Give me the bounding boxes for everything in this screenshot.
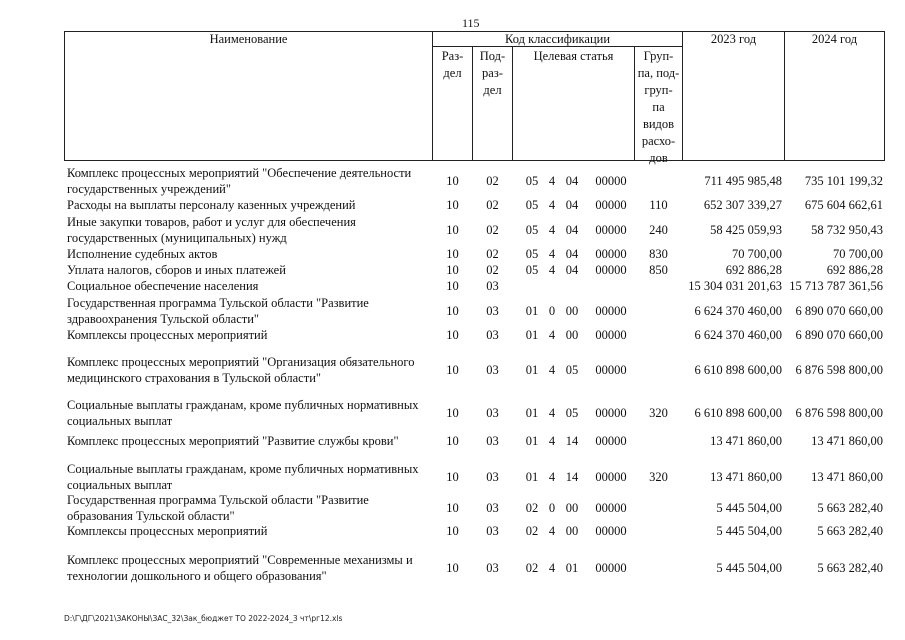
amount-2024-cell: 70 700,00 [833, 247, 883, 261]
header-name-cell [64, 31, 433, 161]
header-2023: 2023 год [710, 32, 757, 46]
row-name-line: здравоохранения Тульской области" [67, 311, 260, 326]
row-name [67, 433, 429, 449]
target-c-cell: 00 [565, 328, 579, 342]
header-target: Целевая статья [533, 49, 614, 63]
target-d-cell: 00000 [595, 363, 627, 377]
podrazdel-cell: 03 [486, 279, 499, 293]
row-name [67, 327, 429, 343]
row-name [67, 523, 429, 539]
target-c-cell: 00 [565, 303, 579, 318]
target-a-cell: 01 [525, 363, 539, 377]
target-b-cell: 4 [548, 434, 556, 448]
row-name-line: Социальное обеспечение населения [67, 279, 259, 293]
row-name-line: Комплексы процессных мероприятий [67, 328, 268, 342]
amount-2024-cell: 675 604 662,61 [804, 198, 883, 212]
header-group-line: па, под- [637, 66, 680, 80]
table-row [64, 549, 885, 587]
target-b-cell: 0 [548, 501, 556, 515]
target-b-cell: 4 [548, 363, 556, 377]
amount-2024-cell: 58 732 950,43 [811, 222, 883, 237]
razdel-cell: 10 [446, 279, 459, 293]
row-name-line: медицинского страхования в Тульской области" [67, 371, 321, 385]
target-a-cell: 02 [525, 561, 539, 575]
table-row [64, 164, 885, 197]
podrazdel-cell: 02 [486, 198, 499, 212]
group-cell: 110 [649, 198, 668, 212]
header-group-line: расхо- [641, 134, 676, 148]
amount-2023-cell: 652 307 339,27 [703, 198, 782, 212]
target-a-cell: 02 [525, 501, 539, 515]
amount-2023-cell: 13 471 860,00 [710, 469, 782, 484]
razdel-cell: 10 [446, 406, 459, 420]
row-name-line: Социальные выплаты гражданам, кроме публичных нормативных [67, 461, 419, 476]
target-d-cell: 00000 [595, 406, 627, 420]
target-a-cell: 01 [525, 406, 539, 420]
row-name-line: социальных выплат [67, 477, 173, 492]
row-name [67, 295, 429, 327]
amount-2023-cell: 5 445 504,00 [716, 561, 782, 575]
header-razdel-line: дел [443, 66, 462, 80]
row-name [67, 197, 429, 213]
row-name [67, 492, 429, 524]
target-b-cell: 4 [548, 328, 556, 342]
target-c-cell: 04 [565, 173, 579, 188]
target-c-cell: 00 [565, 501, 579, 515]
header-group-line: видов [642, 117, 675, 131]
row-name [67, 246, 429, 262]
amount-2024-cell: 6 890 070 660,00 [795, 303, 883, 318]
target-a-cell: 05 [525, 173, 539, 188]
target-c-cell: 01 [565, 561, 579, 575]
target-a-cell: 05 [525, 222, 539, 237]
amount-2024-cell: 6 890 070 660,00 [795, 328, 883, 342]
header-podrazdel-line: раз- [482, 66, 503, 80]
header-2023-cell [682, 31, 785, 161]
amount-2024-cell: 692 886,28 [826, 263, 883, 277]
row-name-line: Расходы на выплаты персоналу казенных учреждений [67, 198, 356, 212]
target-c-cell: 04 [565, 222, 579, 237]
header-group-line: па [652, 100, 665, 114]
target-a-cell: 02 [525, 524, 539, 538]
target-b-cell: 4 [548, 561, 556, 575]
amount-2023-cell: 15 304 031 201,63 [688, 279, 782, 293]
target-b-cell: 4 [548, 247, 556, 261]
podrazdel-cell: 03 [486, 328, 499, 342]
row-name-line: Государственная программа Тульской области "Развитие [67, 295, 369, 310]
amount-2024-cell: 5 663 282,40 [817, 561, 883, 575]
row-name [67, 262, 429, 278]
target-d-cell: 00000 [595, 501, 627, 515]
header-2024-cell [784, 31, 885, 161]
podrazdel-cell: 03 [486, 524, 499, 538]
row-name [67, 278, 429, 294]
row-name [67, 165, 429, 197]
target-b-cell: 4 [548, 524, 556, 538]
amount-2024-cell: 5 663 282,40 [817, 501, 883, 515]
group-cell: 240 [649, 222, 668, 237]
table-row [64, 493, 885, 523]
row-name-line: государственных (муниципальных) нужд [67, 230, 287, 245]
row-name-line: Комплекс процессных мероприятий "Развитие службы крови" [67, 434, 399, 448]
table-header [64, 31, 885, 165]
target-c-cell: 04 [565, 247, 579, 261]
razdel-cell: 10 [446, 469, 459, 484]
target-d-cell: 00000 [595, 328, 627, 342]
target-b-cell: 4 [548, 222, 556, 237]
table-row [64, 460, 885, 493]
target-d-cell: 00000 [595, 263, 627, 277]
amount-2023-cell: 13 471 860,00 [710, 434, 782, 448]
target-c-cell: 14 [565, 434, 579, 448]
podrazdel-cell: 03 [486, 406, 499, 420]
row-name-line: Комплекс процессных мероприятий "Обеспечение деятельности [67, 165, 412, 180]
amount-2024-cell: 6 876 598 800,00 [795, 363, 883, 377]
target-a-cell: 01 [525, 328, 539, 342]
target-d-cell: 00000 [595, 561, 627, 575]
target-d-cell: 00000 [595, 303, 627, 318]
header-podrazdel [472, 48, 513, 99]
row-name-line: социальных выплат [67, 414, 173, 428]
target-b-cell: 0 [548, 303, 556, 318]
amount-2024-cell: 13 471 860,00 [811, 469, 883, 484]
amount-2023-cell: 711 495 985,48 [704, 173, 782, 188]
podrazdel-cell: 02 [486, 222, 499, 237]
razdel-cell: 10 [446, 328, 459, 342]
row-name [67, 397, 429, 429]
group-cell: 320 [649, 469, 668, 484]
razdel-cell: 10 [446, 222, 459, 237]
target-b-cell: 4 [548, 263, 556, 277]
table-row [64, 197, 885, 213]
row-name-line: государственных учреждений" [67, 181, 231, 196]
table-row [64, 394, 885, 432]
podrazdel-cell: 03 [486, 501, 499, 515]
podrazdel-cell: 03 [486, 561, 499, 575]
target-b-cell: 4 [548, 173, 556, 188]
target-a-cell: 01 [525, 303, 539, 318]
amount-2023-cell: 692 886,28 [725, 263, 782, 277]
amount-2023-cell: 5 445 504,00 [716, 524, 782, 538]
podrazdel-cell: 02 [486, 247, 499, 261]
target-c-cell: 14 [565, 469, 579, 484]
header-podrazdel-line: Под- [479, 49, 506, 63]
amount-2024-cell: 6 876 598 800,00 [795, 406, 883, 420]
amount-2023-cell: 5 445 504,00 [716, 501, 782, 515]
row-name-line: Государственная программа Тульской области "Развитие [67, 493, 369, 507]
razdel-cell: 10 [446, 173, 459, 188]
target-c-cell: 04 [565, 198, 579, 212]
target-d-cell: 00000 [595, 198, 627, 212]
target-b-cell: 4 [548, 406, 556, 420]
page-number: 115 [462, 16, 480, 30]
podrazdel-cell: 03 [486, 469, 499, 484]
podrazdel-cell: 03 [486, 303, 499, 318]
razdel-cell: 10 [446, 247, 459, 261]
table-row [64, 213, 885, 246]
target-a-cell: 05 [525, 247, 539, 261]
razdel-cell: 10 [446, 524, 459, 538]
row-name [67, 461, 429, 493]
row-name-line: Уплата налогов, сборов и иных платежей [67, 263, 286, 277]
group-cell: 850 [649, 263, 668, 277]
target-a-cell: 01 [525, 469, 539, 484]
header-group-line: груп- [644, 83, 673, 97]
header-podrazdel-line: дел [483, 83, 502, 97]
amount-2023-cell: 70 700,00 [732, 247, 782, 261]
razdel-cell: 10 [446, 263, 459, 277]
podrazdel-cell: 03 [486, 434, 499, 448]
target-a-cell: 05 [525, 263, 539, 277]
row-name [67, 214, 429, 246]
row-name-line: Исполнение судебных актов [67, 247, 218, 261]
razdel-cell: 10 [446, 363, 459, 377]
header-razdel [432, 48, 473, 82]
target-d-cell: 00000 [595, 469, 627, 484]
razdel-cell: 10 [446, 198, 459, 212]
target-c-cell: 05 [565, 363, 579, 377]
row-name-line: Комплексы процессных мероприятий [67, 524, 268, 538]
target-b-cell: 4 [548, 469, 556, 484]
table-row [64, 294, 885, 327]
row-name-line: Комплекс процессных мероприятий "Современные механизмы и [67, 553, 413, 567]
amount-2024-cell: 735 101 199,32 [804, 173, 883, 188]
podrazdel-cell: 02 [486, 173, 499, 188]
amount-2024-cell: 15 713 787 361,56 [789, 279, 883, 293]
podrazdel-cell: 03 [486, 363, 499, 377]
target-d-cell: 00000 [595, 173, 627, 188]
target-c-cell: 00 [565, 524, 579, 538]
header-group [634, 48, 683, 167]
table-row [64, 523, 885, 539]
amount-2023-cell: 6 610 898 600,00 [694, 406, 782, 420]
row-name-line: технологии дошкольного и общего образования" [67, 569, 327, 583]
file-path-footer: D:\Г\ДГ\2021\ЗАКОНЫ\ЗАС_32\Зак_бюджет ТО 2022-2024_3 чт\рг12.xls [64, 614, 343, 623]
razdel-cell: 10 [446, 561, 459, 575]
amount-2023-cell: 6 610 898 600,00 [694, 363, 782, 377]
razdel-cell: 10 [446, 501, 459, 515]
amount-2024-cell: 13 471 860,00 [811, 434, 883, 448]
table-row [64, 433, 885, 449]
header-group-line: дов [649, 151, 668, 165]
row-name-line: Комплекс процессных мероприятий "Организация обязательного [67, 355, 415, 369]
target-c-cell: 04 [565, 263, 579, 277]
target-a-cell: 01 [525, 434, 539, 448]
row-name-line: образования Тульской области" [67, 509, 235, 523]
header-code: Код классификации [504, 32, 611, 46]
row-name-line: Социальные выплаты гражданам, кроме публичных нормативных [67, 398, 419, 412]
header-group-line: Груп- [643, 49, 674, 63]
row-name [67, 552, 429, 584]
amount-2024-cell: 5 663 282,40 [817, 524, 883, 538]
target-d-cell: 00000 [595, 222, 627, 237]
target-a-cell: 05 [525, 198, 539, 212]
group-cell: 830 [649, 247, 668, 261]
razdel-cell: 10 [446, 303, 459, 318]
row-name [67, 354, 429, 386]
target-c-cell: 05 [565, 406, 579, 420]
target-d-cell: 00000 [595, 434, 627, 448]
row-name-line: Иные закупки товаров, работ и услуг для обеспечения [67, 214, 356, 229]
table-row [64, 278, 885, 294]
podrazdel-cell: 02 [486, 263, 499, 277]
table-row [64, 246, 885, 262]
table-row [64, 262, 885, 278]
table-row [64, 327, 885, 343]
amount-2023-cell: 6 624 370 460,00 [694, 303, 782, 318]
amount-2023-cell: 58 425 059,93 [710, 222, 782, 237]
group-cell: 320 [649, 406, 668, 420]
table-row [64, 351, 885, 389]
target-d-cell: 00000 [595, 247, 627, 261]
razdel-cell: 10 [446, 434, 459, 448]
amount-2023-cell: 6 624 370 460,00 [694, 328, 782, 342]
target-b-cell: 4 [548, 198, 556, 212]
header-2024: 2024 год [811, 32, 858, 46]
header-razdel-line: Раз- [441, 49, 464, 63]
target-d-cell: 00000 [595, 524, 627, 538]
header-name: Наименование [209, 32, 288, 46]
